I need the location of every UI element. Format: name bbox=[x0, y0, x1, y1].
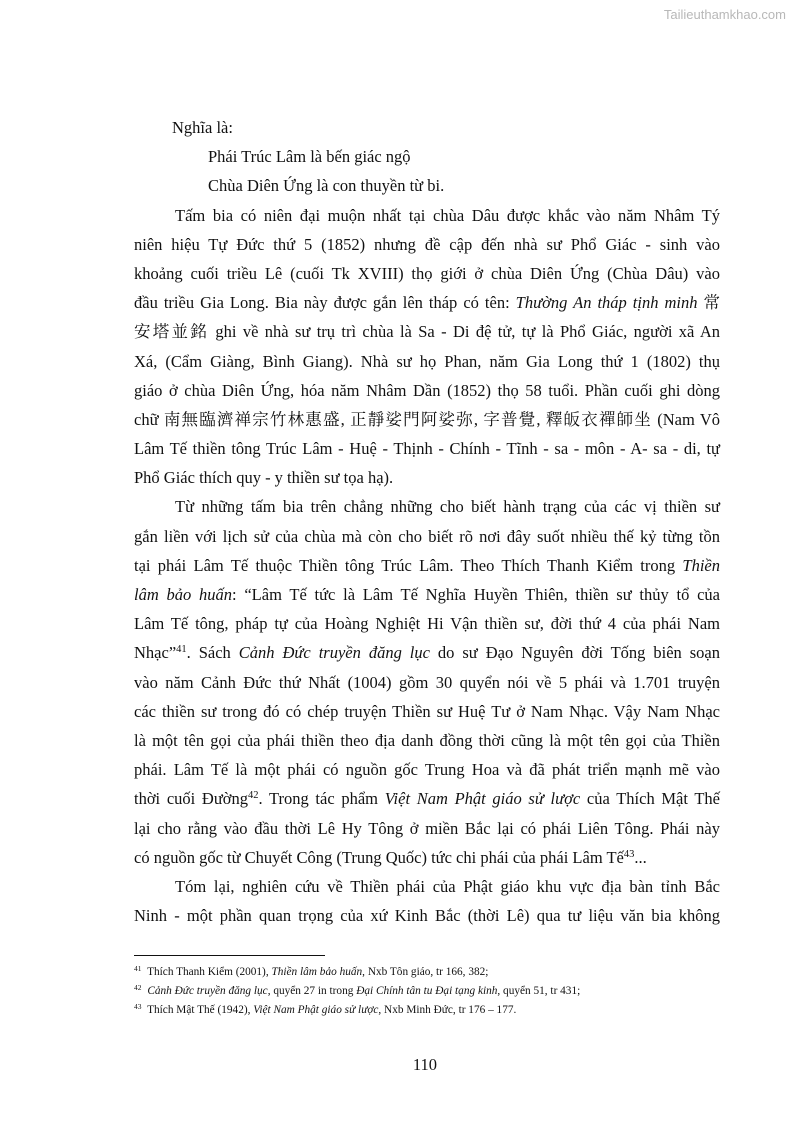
text-line bbox=[134, 580, 720, 609]
italic-title: Đại Chính tân tu Đại tạng kinh bbox=[356, 985, 498, 997]
text-run: , Nxb Tôn giáo, tr 166, 382; bbox=[362, 966, 489, 978]
text-run: Lâm Tế thiền tông Trúc Lâm - Huệ - Thịnh - Chính - Tĩnh - sa - môn - A- sa - di, tự bbox=[134, 439, 720, 459]
text-run: lại cho rằng vào đầu thời Lê Hy Tông ở miền Bắc lại có phái Liên Tông. Phái này bbox=[134, 818, 720, 838]
footnote-number: 42 bbox=[134, 983, 142, 992]
text-run: Tấm bia có niên đại muộn nhất tại chùa Dâu được khắc vào năm Nhâm Tý bbox=[175, 205, 720, 225]
italic-title: Thiền lâm bảo huấn bbox=[271, 966, 363, 978]
text-line bbox=[134, 259, 720, 288]
text-run: là một tên gọi của phái thiền theo địa danh đồng thời cũng là một tên gọi của Thiền bbox=[134, 730, 720, 750]
text-run: phái. Lâm Tế là một phái có nguồn gốc Trung Hoa và đã phát triển mạnh mẽ vào bbox=[134, 760, 720, 780]
text-run: gắn liền với lịch sử của chùa mà còn cho biết rõ nơi đây suốt nhiều thế kỷ từng tồn bbox=[134, 526, 720, 546]
text-run: Từ những tấm bia trên chẳng những cho biết hành trạng của các vị thiền sư bbox=[175, 497, 720, 517]
text-run: của Thích Mật Thế bbox=[580, 789, 720, 809]
text-run: ... bbox=[634, 847, 647, 867]
text-line bbox=[134, 843, 720, 872]
text-run: do sư Đạo Nguyên đời Tống biên soạn bbox=[429, 643, 721, 663]
text-run: niên hiệu Tự Đức thứ 5 (1852) nhưng đề cập đến nhà sư Phổ Giác - sinh vào bbox=[134, 234, 720, 254]
footnote-divider bbox=[134, 955, 325, 956]
text-line bbox=[134, 288, 720, 317]
footnote bbox=[134, 961, 580, 980]
text-run: , Nxb Minh Đức, tr 176 – 177. bbox=[378, 1004, 517, 1016]
paragraph bbox=[134, 201, 720, 493]
text-line bbox=[134, 405, 720, 434]
text-run: Chùa Diên Ứng là con thuyền từ bi. bbox=[208, 176, 445, 196]
text-line bbox=[134, 201, 720, 230]
text-run: Nghĩa là: bbox=[172, 118, 233, 137]
intro-line bbox=[134, 113, 720, 142]
text-run: , quyển 51, tr 431; bbox=[497, 985, 581, 997]
text-run: : “Lâm Tế tức là Lâm Tế Nghĩa Huyền Thiên, thiền sư thủy tổ của bbox=[232, 585, 720, 604]
text-run: Nhạc” bbox=[134, 643, 177, 663]
text-run: . Sách bbox=[186, 643, 239, 663]
text-run: Phái Trúc Lâm là bến giác ngộ bbox=[208, 147, 411, 167]
italic-title: Việt Nam Phật giáo sử lược bbox=[384, 789, 581, 809]
text-line bbox=[134, 142, 720, 171]
text-line bbox=[134, 697, 720, 726]
text-run: Tóm lại, nghiên cứu về Thiền phái của Phật giáo khu vực địa bàn tỉnh Bắc bbox=[175, 876, 720, 896]
text-line bbox=[134, 434, 720, 463]
text-run: giáo ở chùa Diên Ứng, hóa năm Nhâm Dần (1852) thọ 58 tuổi. Phần cuối ghi dòng bbox=[134, 380, 720, 400]
paragraph bbox=[134, 492, 720, 871]
text-line bbox=[134, 463, 720, 492]
paragraph bbox=[134, 872, 720, 930]
text-run: các thiền sư trong đó có chép truyện Thiền sư Huệ Tư ở Nam Nhạc. Vậy Nam Nhạc bbox=[134, 701, 720, 721]
text-run: có nguồn gốc từ Chuyết Công (Trung Quốc) tức chi phái của phái Lâm Tế bbox=[134, 847, 624, 867]
footnote-number: 41 bbox=[134, 964, 142, 973]
text-run: 安塔並銘 ghi về nhà sư trụ trì chùa là Sa - Di đệ tử, tự là Phổ Giác, người xã An bbox=[134, 322, 720, 342]
text-line bbox=[134, 784, 720, 813]
text-line bbox=[134, 901, 720, 930]
footnote bbox=[134, 980, 580, 999]
text-run: . Trong tác phẩm bbox=[258, 789, 385, 809]
watermark: Tailieuthamkhao.com bbox=[663, 7, 786, 22]
text-run: tại phái Lâm Tế thuộc Thiền tông Trúc Lâm. Theo Thích Thanh Kiểm trong bbox=[134, 555, 683, 575]
italic-title: Thường An tháp tịnh minh bbox=[515, 293, 698, 313]
footnote-ref: 43 bbox=[623, 848, 635, 860]
text-line bbox=[134, 638, 720, 667]
footnotes bbox=[134, 961, 580, 1018]
text-run: , quyển 27 in trong bbox=[267, 985, 357, 997]
page-number: 110 bbox=[412, 1055, 438, 1074]
text-line bbox=[134, 609, 720, 638]
text-run: Thích Thanh Kiểm (2001), bbox=[144, 966, 272, 978]
text-line bbox=[134, 551, 720, 580]
text-line bbox=[134, 668, 720, 697]
text-run: chữ 南無臨濟禅宗竹林惠盛, 正靜娑門阿娑弥, 字普覺, 釋皈衣禪師坐 (Nam Vô bbox=[134, 409, 720, 429]
text-run: Phổ Giác thích quy - y thiền sư tọa hạ). bbox=[134, 468, 394, 488]
text-line bbox=[134, 522, 720, 551]
text-line bbox=[134, 317, 720, 346]
italic-title: Thiền bbox=[682, 555, 720, 575]
text-line bbox=[134, 376, 720, 405]
italic-title: lâm bảo huấn bbox=[134, 585, 233, 604]
text-run: Xá, (Cẩm Giàng, Bình Giang). Nhà sư họ Phan, năm Gia Long thứ 1 (1802) thụ bbox=[134, 351, 720, 371]
text-run: khoảng cuối triều Lê (cuối Tk XVIII) thọ giới ở chùa Diên Ứng (Chùa Dâu) vào bbox=[134, 263, 720, 283]
italic-title: Cảnh Đức truyền đăng lục bbox=[147, 985, 268, 997]
text-line bbox=[134, 171, 720, 200]
document-body bbox=[134, 113, 720, 930]
text-line bbox=[134, 755, 720, 784]
text-run: Ninh - một phần quan trọng của xứ Kinh Bắc (thời Lê) qua tư liệu văn bia không bbox=[134, 906, 720, 926]
italic-title: Việt Nam Phật giáo sử lược bbox=[253, 1004, 379, 1016]
text-run: 常 bbox=[697, 293, 721, 313]
footnote-number: 43 bbox=[134, 1002, 142, 1011]
text-line bbox=[134, 347, 720, 376]
text-run: Thích Mật Thế (1942), bbox=[144, 1004, 254, 1016]
text-run: thời cuối Đường bbox=[134, 789, 248, 809]
verse bbox=[134, 142, 720, 200]
text-line bbox=[134, 872, 720, 901]
footnote-ref: 41 bbox=[176, 644, 187, 656]
footnote bbox=[134, 999, 580, 1018]
text-line bbox=[134, 230, 720, 259]
text-run: Lâm Tế tông, pháp tự của Hoàng Nghiệt Hi Vận thiền sư, đời thứ 4 của phái Nam bbox=[134, 614, 720, 634]
text-line bbox=[134, 113, 720, 142]
text-line bbox=[134, 492, 720, 521]
text-line bbox=[134, 814, 720, 843]
italic-title: Cảnh Đức truyền đăng lục bbox=[238, 643, 430, 663]
text-run: đầu triều Gia Long. Bia này được gắn lên tháp có tên: bbox=[134, 293, 516, 313]
footnote-ref: 42 bbox=[248, 790, 259, 802]
text-line bbox=[134, 726, 720, 755]
text-run: vào năm Cảnh Đức thứ Nhất (1004) gồm 30 quyển nói về 5 phái và 1.701 truyện bbox=[134, 672, 720, 692]
